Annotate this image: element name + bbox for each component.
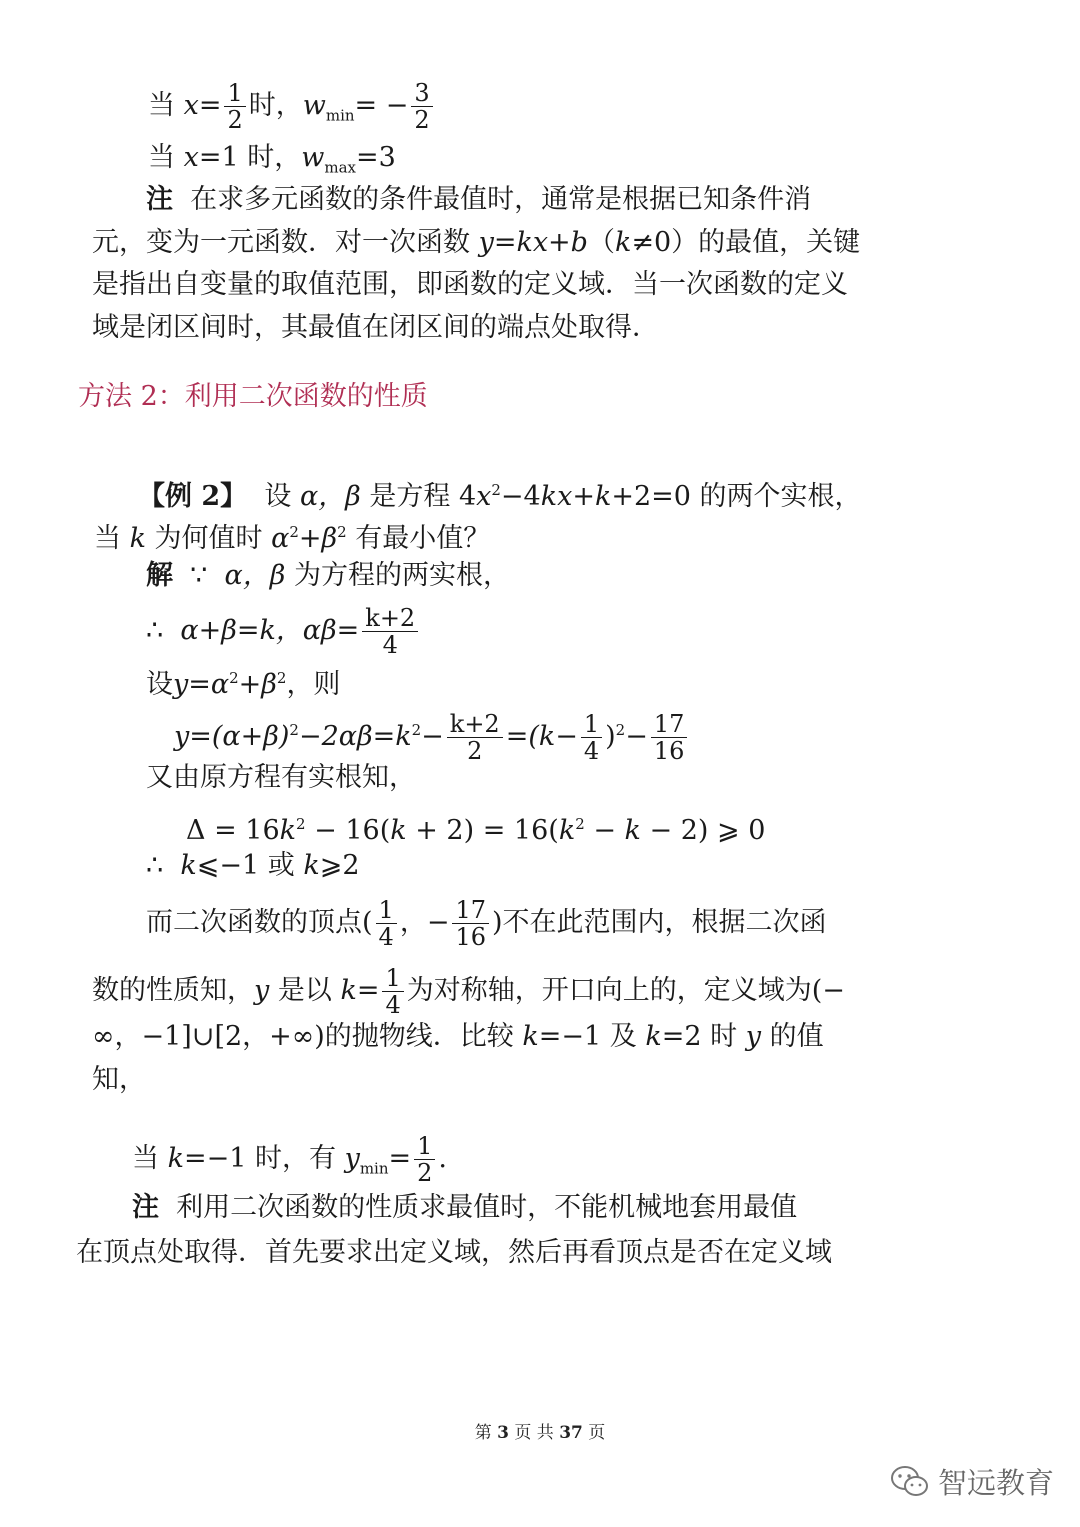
solution-line-5: 又由原方程有实根知，: [146, 762, 416, 793]
note-2-line-1: 注 利用二次函数的性质求最值时，不能机械地套用最值: [132, 1192, 798, 1223]
example-2-line-2: 当 k 为何值时 $\alpha^2+\beta^2$ 有最小值？: [94, 523, 491, 554]
solution-line-6: $\Delta = 16k^2 - 16(k + 2) = 16(k^2 - k - 2)$ ⩾ 0: [186, 815, 766, 846]
watermark-text: 智远教育: [938, 1466, 1055, 1500]
note-1-line-1: 注 在求多元函数的条件最值时，通常是根据已知条件消: [146, 184, 812, 215]
note-label: 注: [132, 1192, 159, 1223]
solution-line-8: 而二次函数的顶点( $\frac{1}{4}$ ，− $\frac{17}{16}$ )不在此范围内，根据二次函: [146, 896, 827, 951]
solution-line-1: 解 ∵ α，β 为方程的两实根，: [146, 560, 510, 591]
formula-line-x-one: 当 x=1 时，$w_{max}=3$: [148, 142, 396, 177]
note-1-line-3: 是指出自变量的取值范围，即函数的定义域．当一次函数的定义: [92, 269, 848, 300]
note-1-line-2: 元，变为一元函数．对一次函数 y=kx+b（k≠0）的最值，关键: [92, 227, 861, 258]
solution-line-7: ∴ k⩽−1 或 k⩾2: [146, 850, 360, 881]
solution-line-10: ∞，−1]∪[2，+∞)的抛物线．比较 k=−1 及 k=2 时 y 的值: [92, 1021, 824, 1052]
solution-line-2: ∴ α+β=k，αβ= $\frac{k+2}{4}$: [146, 605, 421, 658]
method-2-heading: 方法 2：利用二次函数的性质: [78, 381, 428, 412]
total-page-count: 37: [559, 1423, 583, 1443]
solution-line-9: 数的性质知，y 是以 k= $\frac{1}{4}$ 为对称轴，开口向上的，定义域为(−: [92, 964, 845, 1019]
solution-line-4: $y=(\alpha+\beta)^2-2\alpha\beta=k^2-$ $\frac{k+2}{2}$ =(k− $\frac{1}{4}$ )$^2$− $\frac{17}{16}$: [174, 710, 690, 764]
wechat-icon: [890, 1465, 930, 1499]
example-2-line-1: 【例 2】 设 α，β 是方程 $4x^2-4kx+k+2=0$ 的两个实根，: [138, 481, 862, 512]
watermark: [890, 1461, 1054, 1502]
solution-label: 解: [146, 560, 173, 591]
note-label: 注: [146, 184, 173, 215]
formula-line-x-half: 当 x= $\frac{1}{2}$ 时，$w_{min}=$ − $\frac{3}{2}$: [148, 80, 436, 135]
solution-line-12: 当 k=−1 时，有 $y_{min}=$ $\frac{1}{2}$ .: [132, 1132, 448, 1187]
note-1-line-4: 域是闭区间时，其最值在闭区间的端点处取得．: [92, 312, 659, 343]
solution-line-11: 知，: [92, 1064, 146, 1095]
page-footer: 第 3 页 共 37 页: [474, 1423, 606, 1443]
solution-line-3: 设$y=\alpha^2+\beta^2$，则: [146, 669, 341, 700]
example-label: 【例 2】: [138, 481, 248, 512]
note-2-line-2: 在顶点处取得．首先要求出定义域，然后再看顶点是否在定义域: [76, 1237, 832, 1268]
current-page-number: 3: [497, 1423, 509, 1443]
